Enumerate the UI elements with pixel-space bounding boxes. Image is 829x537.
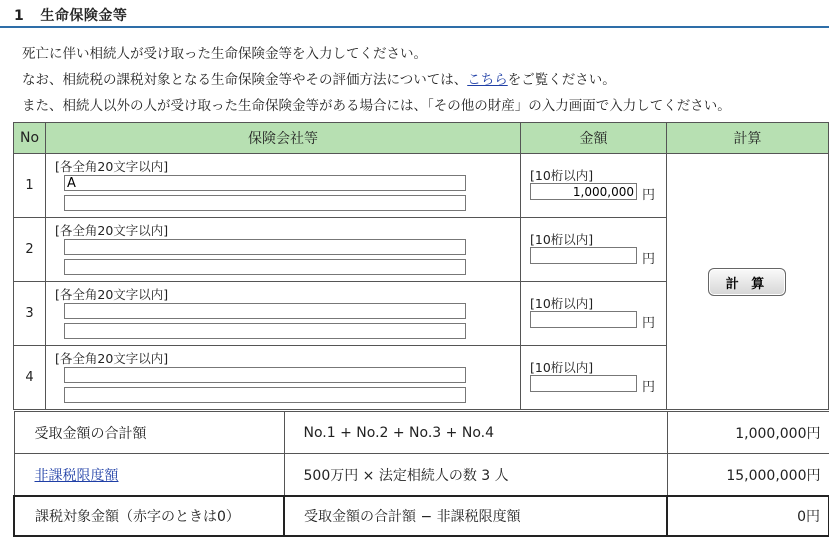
amount-hint: [10桁以内] <box>530 168 594 183</box>
yen-unit: 円 <box>642 188 656 203</box>
company-cell <box>46 154 521 218</box>
company-name-input-2[interactable] <box>64 323 466 339</box>
exempt-limit-value: 15,000,000円 <box>667 454 829 497</box>
amount-cell <box>521 218 667 282</box>
yen-unit: 円 <box>642 316 656 331</box>
company-name-input-1[interactable] <box>64 175 466 191</box>
taxable-amount-value: 0円 <box>667 496 829 536</box>
insurance-table <box>13 122 829 410</box>
amount-cell <box>521 282 667 346</box>
section-number: 1 <box>14 8 25 24</box>
amount-hint: [10桁以内] <box>530 296 594 311</box>
company-name-input-2[interactable] <box>64 195 466 211</box>
yen-unit: 円 <box>642 252 656 267</box>
row-number: 3 <box>14 282 46 346</box>
amount-input[interactable] <box>530 311 637 328</box>
taxable-amount-label: 課税対象金額（赤字のときは0） <box>14 496 284 536</box>
header-amount: 金額 <box>521 123 667 154</box>
company-cell <box>46 218 521 282</box>
calc-cell <box>667 154 829 410</box>
table-row <box>14 154 829 218</box>
exempt-limit-formula: 500万円 × 法定相続人の数 3 人 <box>284 454 667 497</box>
amount-input[interactable] <box>530 375 637 392</box>
section-title-text: 生命保険金等 <box>40 8 128 24</box>
exempt-limit-cell <box>14 454 284 497</box>
amount-hint: [10桁以内] <box>530 360 594 375</box>
yen-unit: 円 <box>642 380 656 395</box>
section-title <box>14 5 127 25</box>
company-hint: [各全角20文字以内] <box>55 287 169 302</box>
intro-line-2-post: をご覧ください。 <box>507 72 616 88</box>
company-name-input-1[interactable] <box>64 239 466 255</box>
total-received-value: 1,000,000円 <box>667 412 829 454</box>
amount-input[interactable] <box>530 183 637 200</box>
amount-cell <box>521 154 667 218</box>
company-name-input-2[interactable] <box>64 387 466 403</box>
amount-hint: [10桁以内] <box>530 232 594 247</box>
intro-line-2 <box>22 68 616 88</box>
company-hint: [各全角20文字以内] <box>55 159 169 174</box>
company-name-input-2[interactable] <box>64 259 466 275</box>
summary-table <box>13 411 829 537</box>
exempt-limit-link[interactable]: 非課税限度額 <box>34 467 119 484</box>
company-hint: [各全角20文字以内] <box>55 351 169 366</box>
section-header <box>0 0 829 28</box>
company-hint: [各全角20文字以内] <box>55 223 169 238</box>
intro-line-1: 死亡に伴い相続人が受け取った生命保険金等を入力してください。 <box>22 46 427 62</box>
title-rule <box>0 26 829 28</box>
company-name-input-1[interactable] <box>64 367 466 383</box>
summary-row-exempt <box>14 454 829 497</box>
valuation-help-link[interactable]: こちら <box>467 72 508 88</box>
amount-input[interactable] <box>530 247 637 264</box>
row-number: 1 <box>14 154 46 218</box>
row-number: 4 <box>14 346 46 410</box>
header-company: 保険会社等 <box>46 123 521 154</box>
header-calc: 計算 <box>667 123 829 154</box>
intro-line-2-pre: なお、相続税の課税対象となる生命保険金等やその評価方法については、 <box>22 72 468 88</box>
intro-line-3: また、相続人以外の人が受け取った生命保険金等がある場合には、「その他の財産」の入力画面で入力してください。 <box>22 98 731 114</box>
amount-cell <box>521 346 667 410</box>
company-cell <box>46 282 521 346</box>
summary-row-total <box>14 412 829 454</box>
total-received-label: 受取金額の合計額 <box>14 412 284 454</box>
company-name-input-1[interactable] <box>64 303 466 319</box>
header-no: No <box>14 123 46 154</box>
summary-row-taxable <box>14 496 829 536</box>
company-cell <box>46 346 521 410</box>
total-received-formula: No.1 + No.2 + No.3 + No.4 <box>284 412 667 454</box>
taxable-amount-formula: 受取金額の合計額 − 非課税限度額 <box>284 496 667 536</box>
row-number: 2 <box>14 218 46 282</box>
calculate-button[interactable]: 計 算 <box>708 268 786 296</box>
